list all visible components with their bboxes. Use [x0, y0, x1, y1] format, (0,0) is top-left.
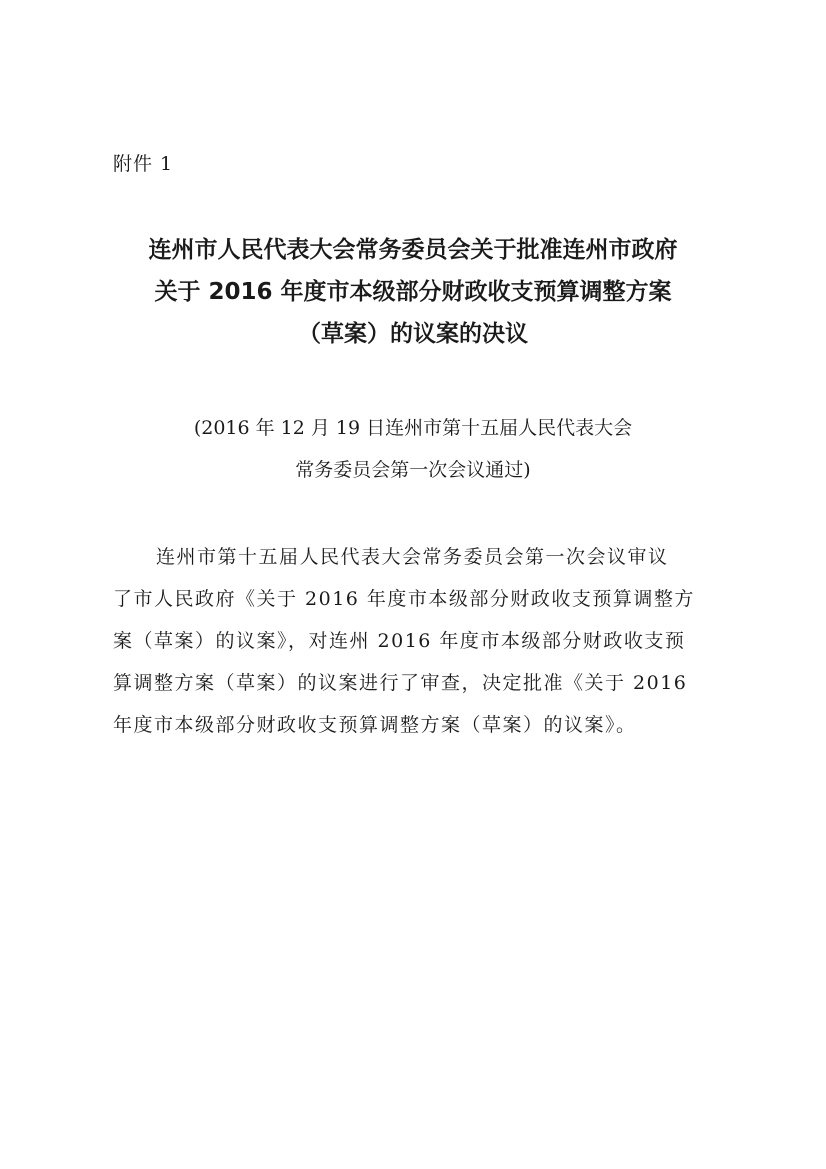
body-line-4: 算调整方案（草案）的议案进行了审查，决定批准《关于 2016: [113, 672, 688, 694]
body-line-5: 年度市本级部分财政收支预算调整方案（草案）的议案》。: [113, 714, 637, 736]
attachment-label: 附件 1: [113, 153, 174, 175]
adoption-note: [60, 407, 766, 491]
title-line-3: （草案）的议案的决议: [298, 321, 528, 347]
body-line-3: 案（草案）的议案》，对连州 2016 年度市本级部分财政收支预: [113, 630, 686, 652]
document-title: [60, 229, 766, 355]
resolution-body: [113, 536, 717, 746]
title-line-2: 关于 2016 年度市本级部分财政收支预算调整方案: [154, 279, 672, 305]
title-line-1: 连州市人民代表大会常务委员会关于批准连州市政府: [148, 237, 678, 263]
body-line-1: 连州市第十五届人民代表大会常务委员会第一次会议审议: [156, 546, 669, 568]
adoption-line-1: (2016 年 12 月 19 日连州市第十五届人民代表大会: [193, 417, 633, 439]
body-line-2: 了市人民政府《关于 2016 年度市本级部分财政收支预算调整方: [113, 588, 695, 610]
adoption-line-2: 常务委员会第一次会议通过): [295, 459, 531, 481]
